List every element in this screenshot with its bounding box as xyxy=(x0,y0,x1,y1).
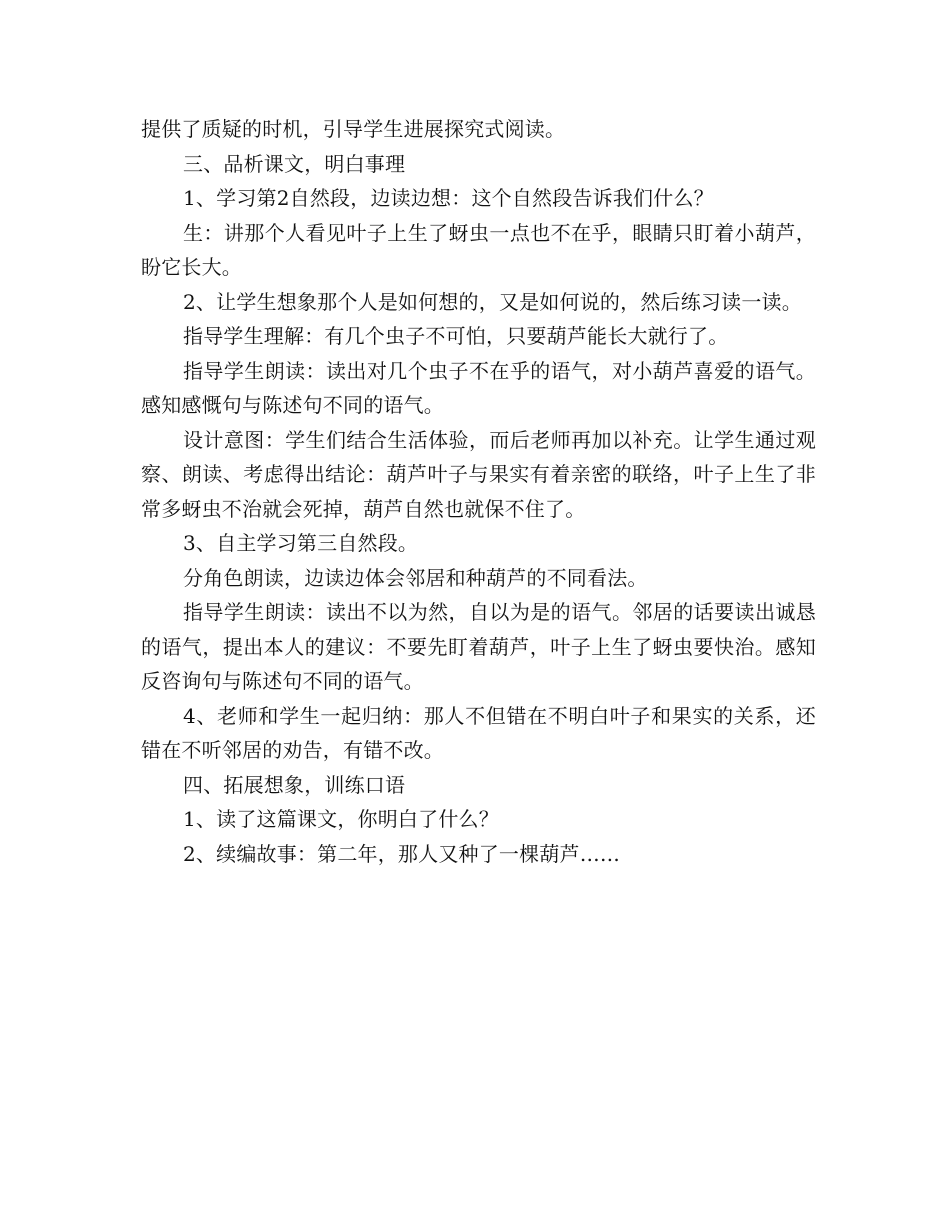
paragraph: 指导学生朗读：读出对几个虫子不在乎的语气，对小葫芦喜爱的语气。感知感慨句与陈述句不同的语气。 xyxy=(141,358,816,417)
document-body xyxy=(141,112,816,871)
paragraph: 1、读了这篇课文，你明白了什么？ xyxy=(183,807,499,831)
paragraph: 4、老师和学生一起归纳：那人不但错在不明白叶子和果实的关系，还错在不听邻居的劝告，有错不改。 xyxy=(141,703,816,762)
paragraph: 2、让学生想象那个人是如何想的，又是如何说的，然后练习读一读。 xyxy=(183,289,802,314)
paragraph: 分角色朗读，边读边体会邻居和种葫芦的不同看法。 xyxy=(183,565,648,590)
paragraph: 提供了质疑的时机，引导学生进展探究式阅读。 xyxy=(141,117,566,141)
paragraph: 1、学习第2自然段，边读边想：这个自然段告诉我们什么？ xyxy=(183,186,714,210)
section-heading-3: 三、品析课文，明白事理 xyxy=(183,151,406,176)
paragraph: 3、自主学习第三自然段。 xyxy=(183,531,419,555)
paragraph: 2、续编故事：第二年，那人又种了一棵葫芦…… xyxy=(183,841,621,866)
paragraph: 设计意图：学生们结合生活体验，而后老师再加以补充。让学生通过观察、朗读、考虑得出结论：葫芦叶子与果实有着亲密的联络，叶子上生了非常多蚜虫不治就会死掉，葫芦自然也就保不住了。 xyxy=(141,427,816,521)
paragraph: 生：讲那个人看见叶子上生了蚜虫一点也不在乎，眼睛只盯着小葫芦，盼它长大。 xyxy=(141,220,816,279)
section-heading-4: 四、拓展想象，训练口语 xyxy=(183,772,406,797)
paragraph: 指导学生理解：有几个虫子不可怕，只要葫芦能长大就行了。 xyxy=(183,324,729,348)
paragraph: 指导学生朗读：读出不以为然，自以为是的语气。邻居的话要读出诚恳的语气，提出本人的建议：不要先盯着葫芦，叶子上生了蚜虫要快治。感知反咨询句与陈述句不同的语气。 xyxy=(141,600,816,693)
